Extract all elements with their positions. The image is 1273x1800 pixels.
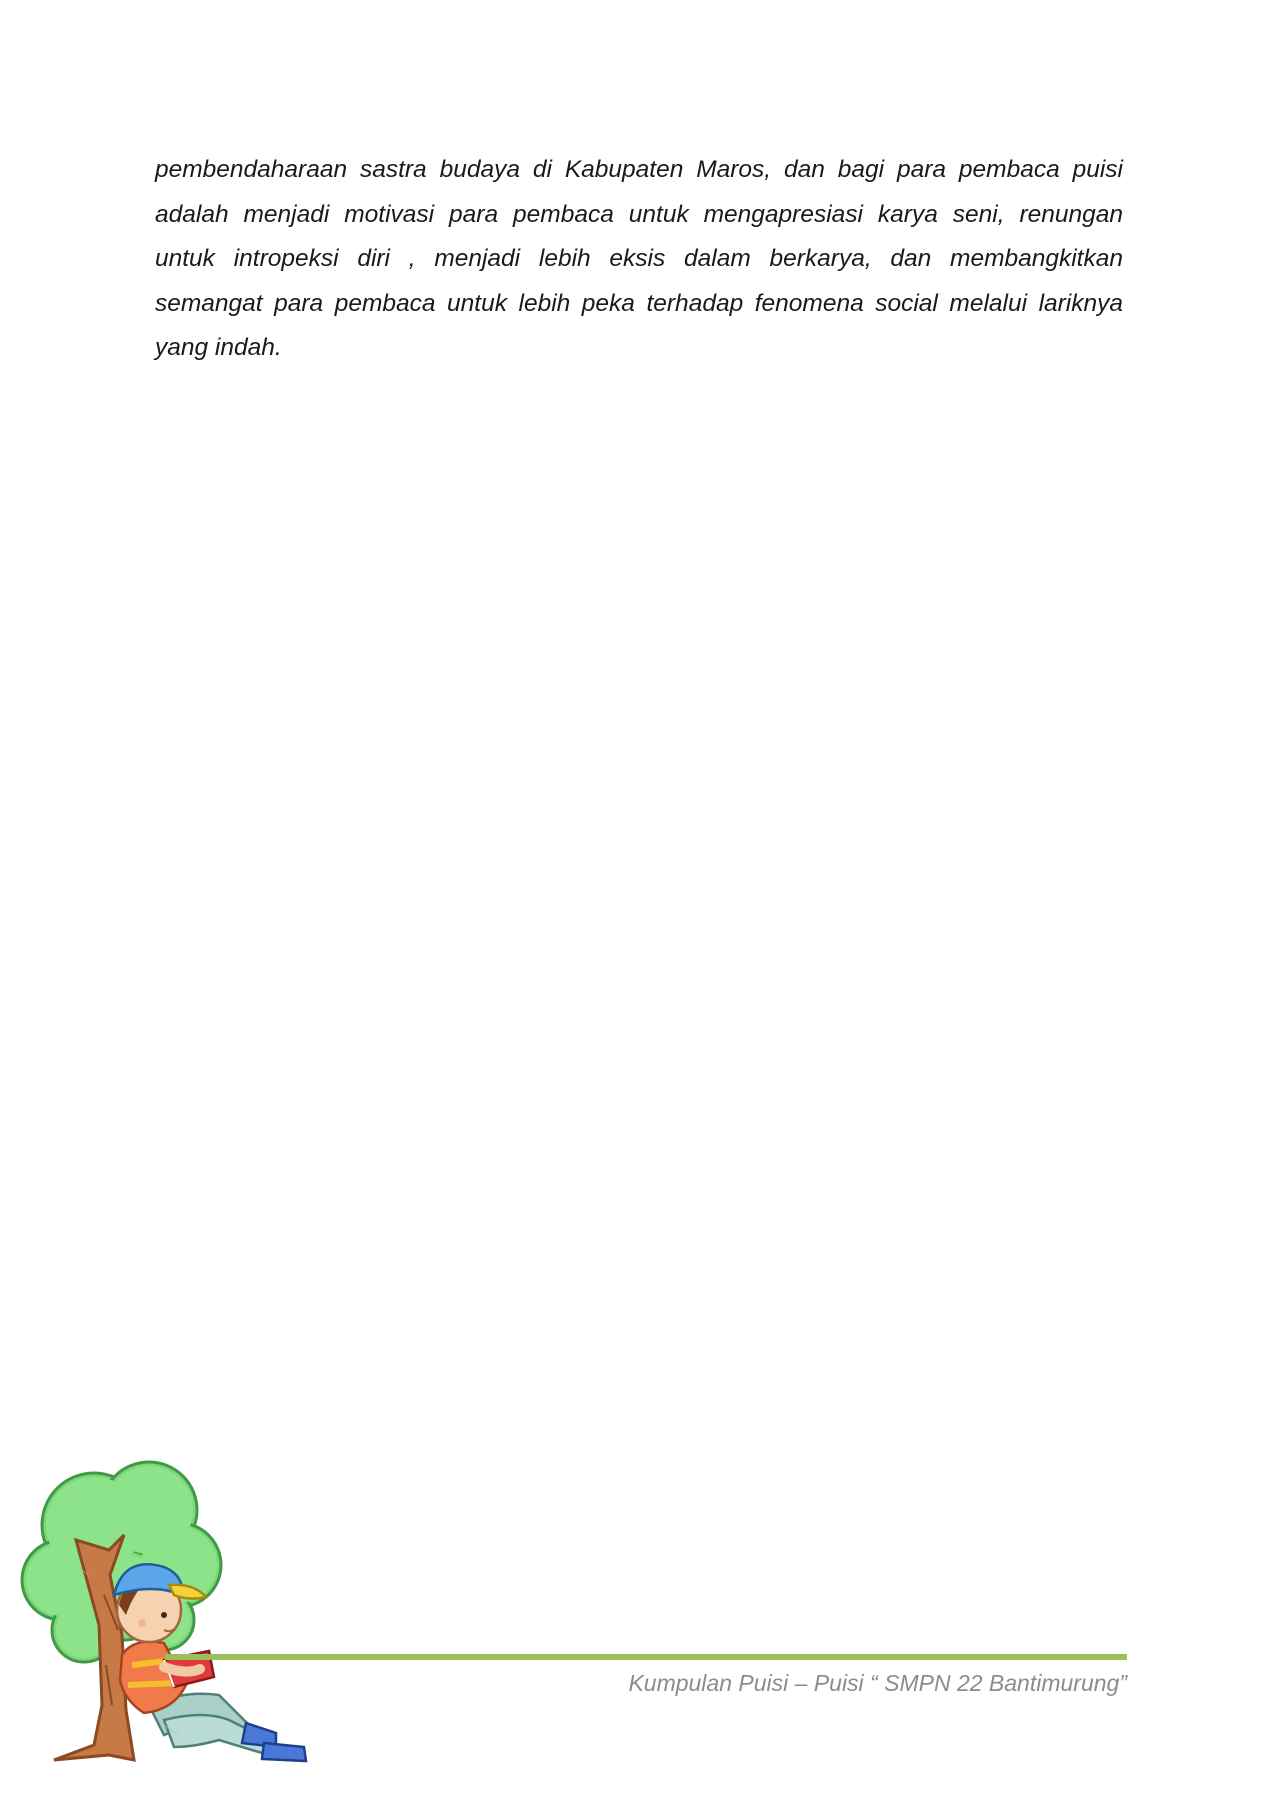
paragraph-line: yang indah. xyxy=(155,334,282,361)
footer-divider xyxy=(165,1654,1127,1660)
boy-reading-under-tree-icon xyxy=(14,1455,344,1770)
paragraph-line: adalah menjadi motivasi para pembaca untuk mengapresiasi karya seni, renungan xyxy=(155,200,1123,228)
paragraph-line: semangat para pembaca untuk lebih peka terhadap fenomena social melalui lariknya xyxy=(155,289,1123,317)
paragraph-line: untuk intropeksi diri , menjadi lebih eksis dalam berkarya, dan membangkitkan xyxy=(155,245,1123,272)
footer-title: Kumpulan Puisi – Puisi “ SMPN 22 Bantimurung” xyxy=(628,1670,1127,1696)
paragraph-line: pembendaharaan sastra budaya di Kabupaten Maros, dan bagi para pembaca puisi xyxy=(155,156,1123,183)
body-paragraph xyxy=(155,148,1123,371)
